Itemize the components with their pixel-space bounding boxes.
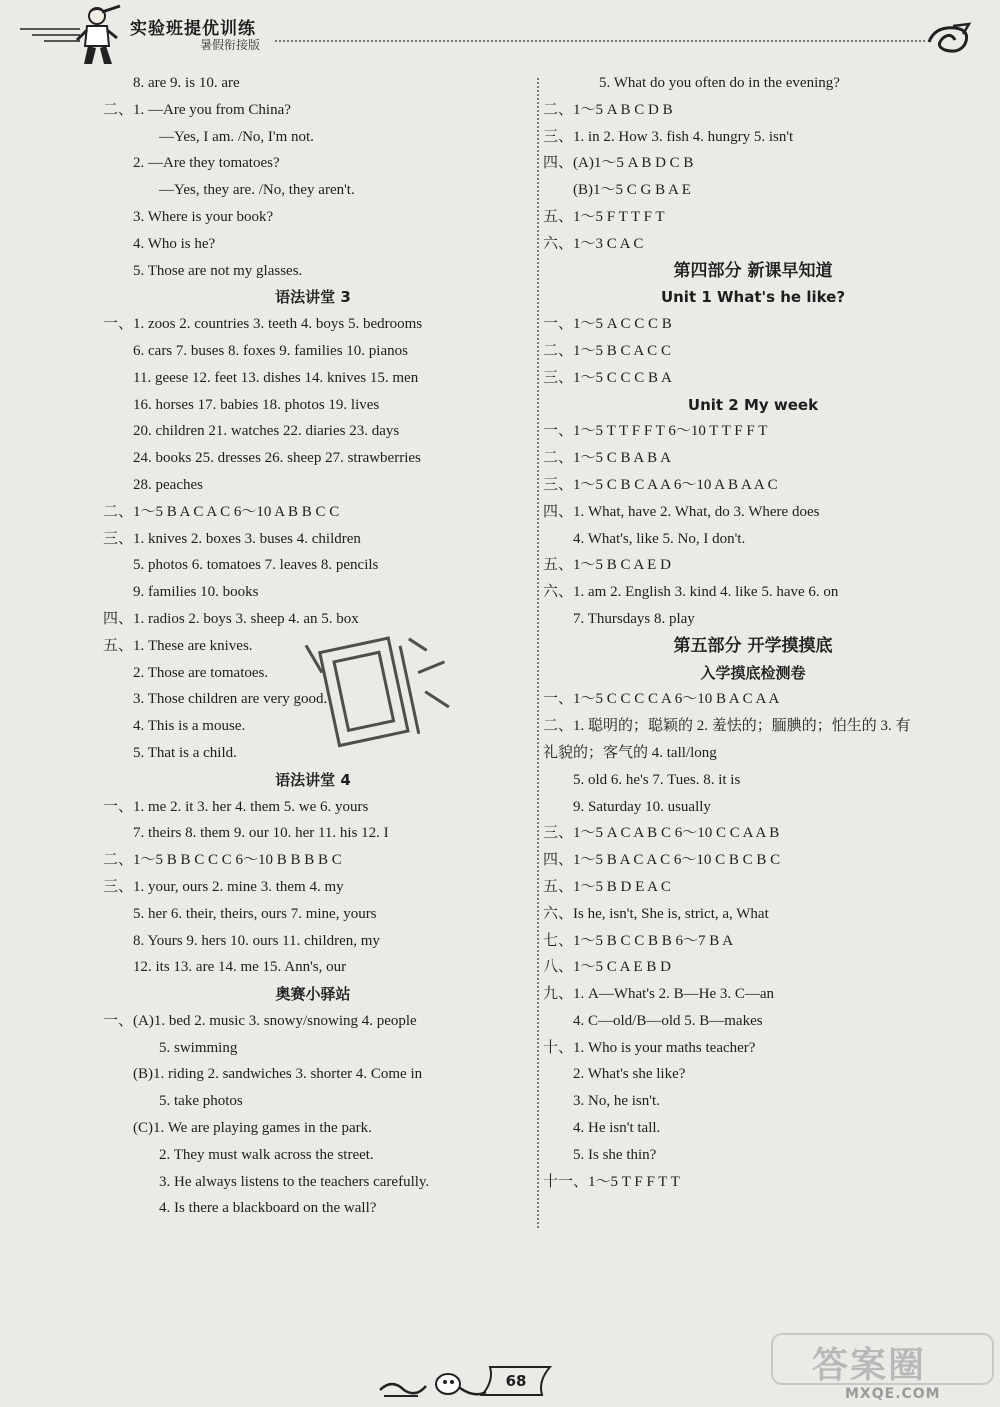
answer-line: 十一、1～5 T F F T T <box>543 1173 680 1190</box>
answer-line: 5. photos 6. tomatoes 7. leaves 8. pencils <box>133 557 379 574</box>
answer-line: 11. geese 12. feet 13. dishes 14. knives 15. men <box>133 369 419 386</box>
answer-line: 三、1. knives 2. boxes 3. buses 4. children <box>103 530 361 547</box>
answer-line: 9. Saturday 10. usually <box>573 798 711 815</box>
answer-line: 三、1. your, ours 2. mine 3. them 4. my <box>103 878 344 895</box>
answer-line: 7. theirs 8. them 9. our 10. her 11. his 12. I <box>133 825 389 842</box>
answer-line: 2. They must walk across the street. <box>159 1146 374 1163</box>
answer-line: 4. What's, like 5. No, I don't. <box>573 530 746 547</box>
answer-line: 六、Is he, isn't, She is, strict, a, What <box>543 905 769 922</box>
answer-line: 五、1～5 F T T F T <box>543 208 665 225</box>
baseball-player-icon <box>72 4 122 70</box>
answer-line: 二、1～5 B A C A C 6～10 A B B C C <box>103 503 340 520</box>
swirl-icon <box>925 22 973 56</box>
answer-line: 三、1～5 C B C A A 6～10 A B A A C <box>543 476 778 493</box>
answer-line: (B)1～5 C G B A E <box>573 182 691 199</box>
answer-line: —Yes, they are. /No, they aren't. <box>159 182 355 199</box>
answer-line: 5. swimming <box>159 1039 238 1056</box>
answer-line: (B)1. riding 2. sandwiches 3. shorter 4. Come in <box>133 1066 423 1083</box>
answer-line: 3. No, he isn't. <box>573 1093 660 1110</box>
answer-line: 九、1. A—What's 2. B—He 3. C—an <box>543 986 775 1003</box>
answer-line: 5. That is a child. <box>133 744 237 761</box>
answer-line: 7. Thursdays 8. play <box>573 610 695 627</box>
answer-line: 一、1～5 C C C C A 6～10 B A C A A <box>543 691 780 708</box>
answer-line: 四、1. radios 2. boys 3. sheep 4. an 5. box <box>103 610 359 627</box>
answer-line: 20. children 21. watches 22. diaries 23. days <box>133 423 400 440</box>
answer-line: 6. cars 7. buses 8. foxes 9. families 10. pianos <box>133 342 408 359</box>
answer-line: 3. He always listens to the teachers carefully. <box>159 1173 430 1190</box>
answer-line: 二、1～5 B C A C C <box>543 342 671 359</box>
answer-line: 8. are 9. is 10. are <box>133 75 240 91</box>
answer-line: 二、1～5 C B A B A <box>543 450 671 467</box>
answer-line: 五、1～5 B D E A C <box>543 878 671 895</box>
answer-line: 5. take photos <box>159 1093 243 1110</box>
answer-line: 八、1～5 C A E B D <box>543 959 671 976</box>
answer-line: 28. peaches <box>133 476 203 493</box>
answer-line: 二、1～5 B B C C C 6～10 B B B B C <box>103 852 342 869</box>
answer-line: 4. Who is he? <box>133 235 216 252</box>
answer-line: 一、1～5 A C C C B <box>543 316 672 333</box>
answer-line: 5. her 6. their, theirs, ours 7. mine, yours <box>133 905 377 922</box>
header-rule <box>275 40 925 42</box>
answer-line: 三、1～5 A C A B C 6～10 C C A A B <box>543 825 780 842</box>
section-heading: 入学摸底检测卷 <box>700 663 806 682</box>
answer-line: (C)1. We are playing games in the park. <box>133 1120 372 1137</box>
answer-line: 3. Where is your book? <box>133 208 274 225</box>
section-heading: 语法讲堂 3 <box>275 288 351 307</box>
answer-line: 七、1～5 B C C B B 6～7 B A <box>543 932 734 949</box>
answer-line: 5. old 6. he's 7. Tues. 8. it is <box>573 771 741 788</box>
book-title: 实验班提优训练 <box>130 19 256 39</box>
answer-line: 四、1～5 B A C A C 6～10 C B C B C <box>543 852 781 869</box>
answer-line: 二、1. 聪明的；聪颖的 2. 羞怯的；腼腆的；怕生的 3. 有 <box>543 718 911 735</box>
answer-line: 2. Those are tomatoes. <box>133 664 269 681</box>
answer-line: 5. Is she thin? <box>573 1146 657 1163</box>
answer-line: 五、1. These are knives. <box>103 637 253 654</box>
section-heading: Unit 1 What's he like? <box>660 288 846 307</box>
answer-line: 4. This is a mouse. <box>133 718 246 735</box>
answer-line: 六、1. am 2. English 3. kind 4. like 5. have 6. on <box>543 584 839 601</box>
answer-line: 礼貌的；客气的 4. tall/long <box>543 744 717 761</box>
watermark-url: MXQE.COM <box>845 1386 941 1402</box>
answer-line: 十、1. Who is your maths teacher? <box>543 1039 756 1056</box>
answer-line: 12. its 13. are 14. me 15. Ann's, our <box>133 959 347 976</box>
answer-line: 二、1～5 A B C D B <box>543 101 673 118</box>
answer-line: 四、1. What, have 2. What, do 3. Where does <box>543 503 820 520</box>
answer-line: 一、1～5 T T F F T 6～10 T T F F T <box>543 423 768 440</box>
answer-line: 一、1. zoos 2. countries 3. teeth 4. boys 5. bedrooms <box>103 316 423 333</box>
answer-line: 24. books 25. dresses 26. sheep 27. strawberries <box>133 450 421 467</box>
footer-decoration-icon <box>378 1368 488 1400</box>
answer-line: 三、1～5 C C C B A <box>543 369 672 386</box>
answer-line: 9. families 10. books <box>133 584 259 601</box>
answer-line: 5. Those are not my glasses. <box>133 262 303 279</box>
answer-line: 2. —Are they tomatoes? <box>133 155 280 172</box>
right-column <box>543 70 983 1195</box>
answer-line: 三、1. in 2. How 3. fish 4. hungry 5. isn't <box>543 128 794 145</box>
answer-line: 五、1～5 B C A E D <box>543 557 671 574</box>
answer-line: 4. C—old/B—old 5. B—makes <box>573 1012 763 1029</box>
answer-line: 一、(A)1. bed 2. music 3. snowy/snowing 4. people <box>103 1012 417 1029</box>
answer-line: 二、1. —Are you from China? <box>103 101 291 118</box>
page-number <box>480 1365 552 1397</box>
watermark-text: 答案圈 <box>812 1345 927 1386</box>
answer-line: 4. He isn't tall. <box>573 1120 661 1137</box>
answer-line: 一、1. me 2. it 3. her 4. them 5. we 6. yours <box>103 798 369 815</box>
section-heading: 第四部分 新课早知道 <box>673 260 833 281</box>
answer-line: 六、1～3 C A C <box>543 235 644 252</box>
answer-line: 5. What do you often do in the evening? <box>599 75 840 91</box>
answer-line: —Yes, I am. /No, I'm not. <box>159 128 314 145</box>
section-heading: 语法讲堂 4 <box>275 770 351 789</box>
column-divider <box>537 78 539 1228</box>
section-heading: 第五部分 开学摸摸底 <box>673 635 833 656</box>
answer-line: 4. Is there a blackboard on the wall? <box>159 1200 377 1217</box>
section-heading: Unit 2 My week <box>687 395 819 414</box>
page-number-text: 68 <box>505 1372 527 1390</box>
stamp-icon <box>300 620 470 770</box>
page-header <box>0 0 1000 70</box>
answer-line: 8. Yours 9. hers 10. ours 11. children, my <box>133 932 380 949</box>
book-edition: 暑假衔接版 <box>200 38 261 52</box>
answer-line: 16. horses 17. babies 18. photos 19. lives <box>133 396 380 413</box>
answer-line: 四、(A)1～5 A B D C B <box>543 155 694 172</box>
answer-line: 3. Those children are very good. <box>133 691 328 708</box>
answer-line: 2. What's she like? <box>573 1066 686 1083</box>
section-heading: 奥赛小驿站 <box>275 985 351 1004</box>
